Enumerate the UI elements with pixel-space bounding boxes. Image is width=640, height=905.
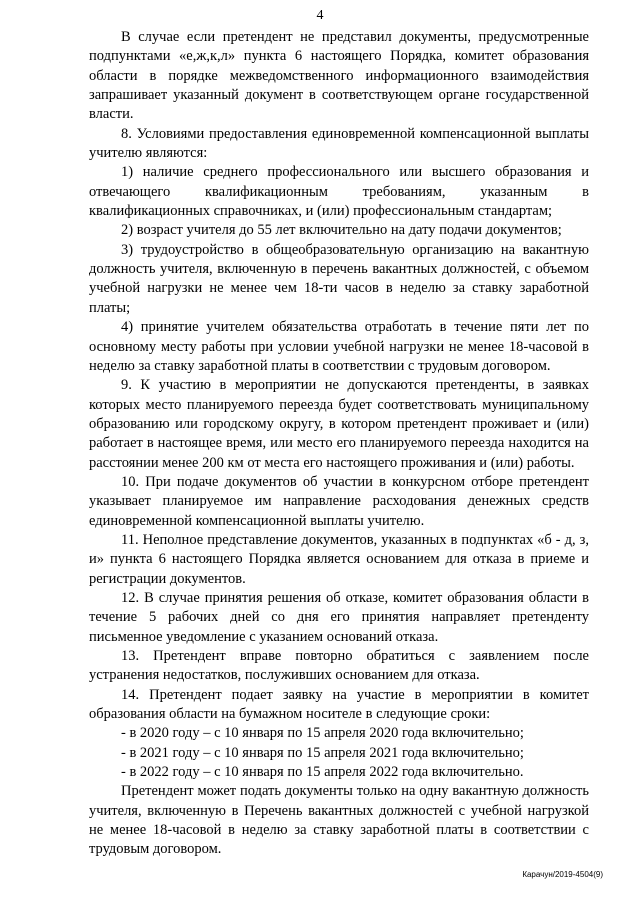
paragraph-8-conditions: 8. Условиями предоставления единовременной компенсационной выплаты учителю являются: <box>89 125 589 162</box>
paragraph-10-spending-direction: 10. При подаче документов об участии в конкурсном отборе претендент указывает планируемое им направление расходования денежных средств единовременной компенсационной выплаты учителю. <box>89 473 589 529</box>
page-number: 4 <box>316 8 324 23</box>
paragraph-11-incomplete-documents: 11. Неполное представление документов, указанных в подпунктах «б - д, з, и» пункта 6 настоящего Порядка является основанием для отказа в приеме и регистрации документов. <box>89 531 589 587</box>
deadline-2020: - в 2020 году – с 10 января по 15 апреля 2020 года включительно; <box>121 725 524 742</box>
deadline-2022: - в 2022 году – с 10 января по 15 апреля 2022 года включительно. <box>121 764 524 781</box>
paragraph-single-vacancy: Претендент может подать документы только на одну вакантную должность учителя, включенную в Перечень вакантных должностей с учебной нагрузкой не менее 18-часовой в неделю за ставку заработной платы в соответствии с трудовым договором. <box>89 783 589 858</box>
document-registration-code: Карачун/2019-4504(9) <box>522 870 603 879</box>
paragraph-13-reapply: 13. Претендент вправе повторно обратиться с заявлением после устранения недостатков, послуживших основанием для отказа. <box>89 648 589 684</box>
condition-4-obligation: 4) принятие учителем обязательства отработать в течение пяти лет по основному месту работы при условии учебной нагрузки не менее 18-часовой в неделю за ставку заработной платы в соответствии с трудовым договором. <box>89 319 589 374</box>
condition-3-employment: 3) трудоустройство в общеобразовательную организацию на вакантную должность учителя, включенную в перечень вакантных должностей, с объемом учебной нагрузки не менее чем 18-ти часов в неделю за ставку заработной платы; <box>89 241 589 316</box>
paragraph-14-deadlines: 14. Претендент подает заявку на участие в мероприятии в комитет образования области на бумажном носителе в следующие сроки: <box>89 686 589 723</box>
deadline-2021: - в 2021 году – с 10 января по 15 апреля 2021 года включительно; <box>121 744 524 761</box>
condition-2-age: 2) возраст учителя до 55 лет включительно на дату подачи документов; <box>121 222 562 239</box>
paragraph-interagency-request: В случае если претендент не представил документы, предусмотренные подпунктами «е,ж,к,л» пункта 6 настоящего Порядка, комитет образования области в порядке межведомственного информационного взаимодействия запрашивает указанный документ в соответствующем органе государственной власти. <box>89 29 589 123</box>
condition-1-education: 1) наличие среднего профессионального или высшего образования и отвечающего квалификационным требованиям, указанным в квалификационных справочниках, и (или) профессиональным стандартам; <box>89 164 589 220</box>
paragraph-9-exclusions: 9. К участию в мероприятии не допускаются претенденты, в заявках которых место планируемого переезда будет соответствовать муниципальному образованию или городскому округу, в котором претендент проживает и (или) работает в настоящее время, или место его планируемого переезда находится на расстоянии менее 200 км от места его настоящего проживания и (или) работы. <box>89 377 589 471</box>
paragraph-12-refusal-notice: 12. В случае принятия решения об отказе, комитет образования области в течение 5 рабочих дней со дня его принятия направляет претенденту письменное уведомление с указанием оснований отказа. <box>89 589 589 645</box>
document-body <box>89 28 589 860</box>
